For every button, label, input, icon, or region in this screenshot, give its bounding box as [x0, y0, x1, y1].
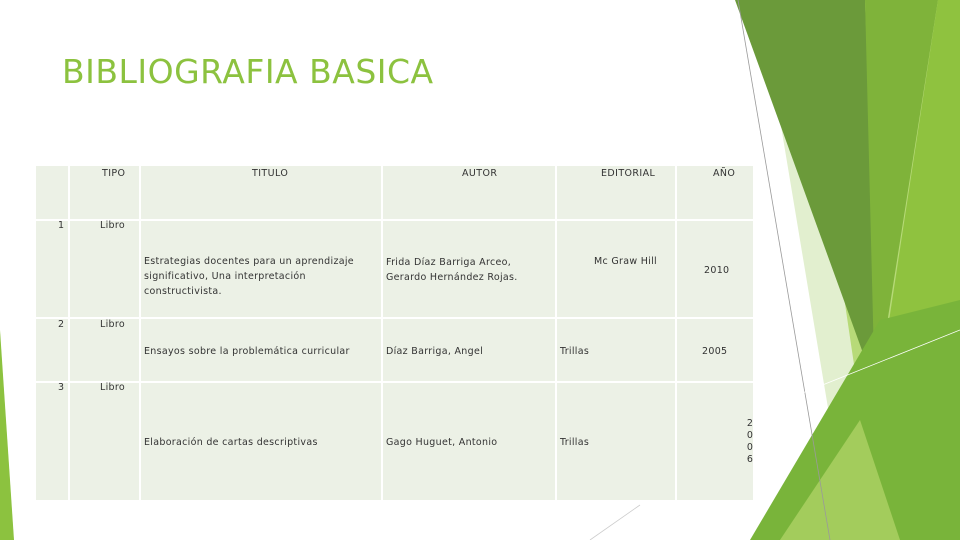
- column-divider: [675, 166, 677, 500]
- row-3-editorial: Trillas: [560, 437, 590, 448]
- row-3-titulo: Elaboración de cartas descriptivas: [144, 437, 318, 448]
- row-2-titulo: Ensayos sobre la problemática curricular: [144, 346, 350, 357]
- column-divider: [139, 166, 141, 500]
- column-divider: [68, 166, 70, 500]
- row-1-number: 1: [58, 220, 65, 231]
- row-3-anio-char: 0: [746, 442, 754, 453]
- row-2-editorial: Trillas: [560, 346, 590, 357]
- header-titulo: TITULO: [252, 168, 289, 179]
- row-divider: [36, 381, 753, 383]
- bibliography-table: [36, 166, 753, 500]
- deco-line: [590, 505, 640, 540]
- row-3-number: 3: [58, 382, 65, 393]
- row-2-autor: Díaz Barriga, Angel: [386, 346, 484, 357]
- row-2-tipo: Libro: [100, 319, 125, 330]
- row-2-number: 2: [58, 319, 65, 330]
- row-1-anio: 2010: [704, 265, 730, 276]
- column-divider: [381, 166, 383, 500]
- slide-title: BIBLIOGRAFIA BASICA: [62, 52, 434, 91]
- row-3-anio-char: 2: [746, 418, 754, 429]
- row-3-autor: Gago Huguet, Antonio: [386, 437, 498, 448]
- row-3-tipo: Libro: [100, 382, 125, 393]
- header-editorial: EDITORIAL: [601, 168, 656, 179]
- deco-shape-left: [0, 330, 14, 540]
- header-anio: AÑO: [713, 168, 736, 179]
- header-autor: AUTOR: [462, 168, 498, 179]
- row-divider: [36, 317, 753, 319]
- row-1-tipo: Libro: [100, 220, 125, 231]
- column-divider: [555, 166, 557, 500]
- header-tipo: TIPO: [102, 168, 126, 179]
- row-1-editorial: Mc Graw Hill: [594, 256, 657, 267]
- row-1-autor: Frida Díaz Barriga Arceo, Gerardo Hernández Rojas.: [386, 257, 518, 283]
- row-3-anio: [744, 418, 756, 466]
- row-divider: [36, 219, 753, 221]
- deco-shape-dark: [735, 0, 880, 400]
- row-3-anio-char: 6: [746, 454, 754, 465]
- row-2-anio: 2005: [702, 346, 728, 357]
- row-3-anio-char: 0: [746, 430, 754, 441]
- row-1-titulo: Estrategias docentes para un aprendizaje significativo, Una interpretación constructivista.: [144, 256, 354, 297]
